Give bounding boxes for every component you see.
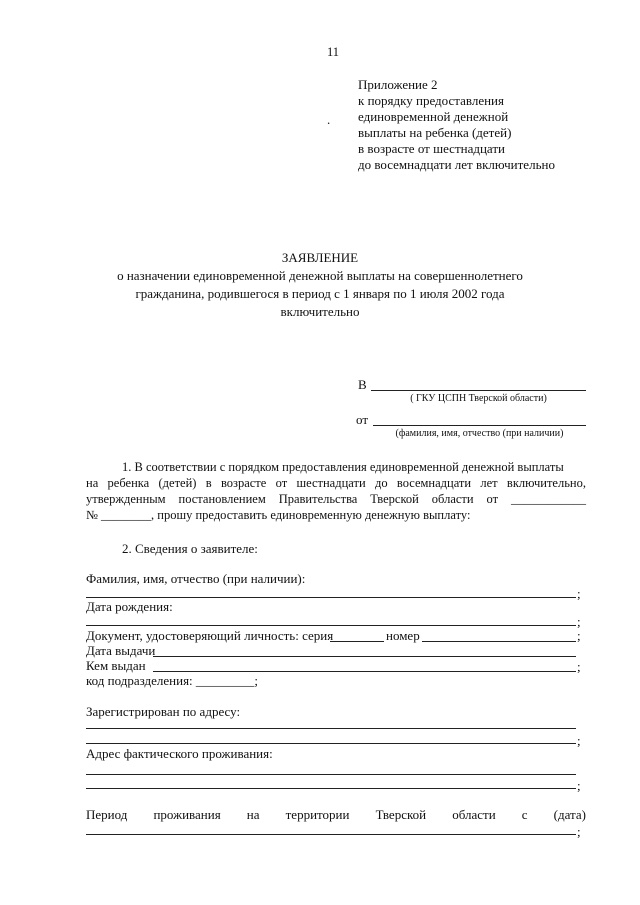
to-field-line[interactable]: [371, 390, 586, 391]
registered-field-line-1[interactable]: [86, 728, 576, 729]
word: области: [452, 807, 496, 822]
title-heading: ЗАЯВЛЕНИЕ: [281, 250, 359, 265]
from-field-line[interactable]: [373, 425, 586, 426]
word: Тверской: [370, 492, 419, 506]
semicolon: ;: [577, 586, 581, 601]
title-line: о назначении единовременной денежной выплаты на совершеннолетнего: [117, 268, 523, 283]
word: от: [275, 476, 288, 490]
paragraph1-line3: [86, 491, 586, 507]
actual-address-label: Адрес фактического проживания:: [86, 746, 273, 761]
doc-label: Документ, удостоверяющий личность: серия: [86, 628, 334, 643]
residence-period-line: [86, 807, 586, 823]
word: шестнадцати: [296, 476, 366, 490]
to-caption: ( ГКУ ЦСПН Тверской области): [410, 393, 547, 404]
stray-dot: .: [327, 112, 331, 127]
word: до: [374, 476, 388, 490]
appendix-line: в возрасте от шестнадцати: [358, 141, 505, 156]
issued-by-line[interactable]: [153, 671, 576, 672]
title-line: включительно: [280, 304, 360, 319]
word: проживания: [153, 807, 221, 822]
appendix-line: до восемнадцати лет включительно: [358, 157, 555, 172]
actual-address-line-2[interactable]: [86, 788, 576, 789]
paragraph1-line4: № ________, прошу предоставить единовременную денежную выплату:: [86, 508, 471, 522]
semicolon: ;: [577, 659, 581, 674]
word: ребенка: [107, 476, 150, 490]
birth-label: Дата рождения:: [86, 599, 173, 614]
appendix-line: выплаты на ребенка (детей): [358, 125, 512, 140]
fio-field-line[interactable]: [86, 597, 576, 598]
word: Правительства: [278, 492, 358, 506]
subdivision-code: код подразделения: _________;: [86, 673, 259, 688]
decree-date-blank[interactable]: ____________: [510, 492, 586, 506]
issue-date-line[interactable]: [153, 656, 576, 657]
from-prefix: от: [356, 412, 369, 427]
word: лет: [480, 476, 498, 490]
word: Тверской: [375, 807, 427, 822]
paragraph1-line2: [86, 475, 586, 491]
paragraph1-line1: 1. В соответствии с порядком предоставления единовременной денежной выплаты: [122, 460, 564, 474]
semicolon: ;: [577, 778, 581, 793]
appendix-line: единовременной денежной: [358, 109, 509, 124]
word: в: [205, 476, 212, 490]
doc-number-line[interactable]: [422, 641, 576, 642]
appendix-line: Приложение 2: [358, 77, 438, 92]
registered-field-line-2[interactable]: [86, 743, 576, 744]
word: Период: [86, 807, 128, 822]
semicolon: ;: [577, 824, 581, 839]
semicolon: ;: [577, 628, 581, 643]
word: (дата): [553, 807, 586, 822]
issued-by-label: Кем выдан: [86, 658, 146, 673]
doc-number-label: номер: [386, 628, 420, 643]
word: утвержденным: [86, 492, 166, 506]
birth-field-line[interactable]: [86, 625, 576, 626]
word: на: [86, 476, 99, 490]
semicolon: ;: [577, 733, 581, 748]
doc-series-line[interactable]: [330, 641, 384, 642]
registered-label: Зарегистрирован по адресу:: [86, 704, 241, 719]
word: (детей): [158, 476, 197, 490]
issue-date-label: Дата выдачи: [86, 643, 156, 658]
word: территории: [285, 807, 350, 822]
word: постановлением: [178, 492, 266, 506]
word: возрасте: [220, 476, 267, 490]
residence-period-field-line[interactable]: [86, 834, 576, 835]
word: включительно,: [506, 476, 586, 490]
statement-title: [60, 250, 580, 320]
from-caption: (фамилия, имя, отчество (при наличии): [395, 428, 564, 439]
appendix-line: к порядку предоставления: [358, 93, 504, 108]
actual-address-line-1[interactable]: [86, 774, 576, 775]
appendix-block: [358, 77, 555, 173]
fio-label: Фамилия, имя, отчество (при наличии):: [86, 571, 306, 586]
to-prefix: В: [358, 377, 367, 392]
title-line: гражданина, родившегося в период с 1 января по 1 июля 2002 года: [135, 286, 505, 301]
word: на: [246, 807, 260, 822]
word: от: [486, 492, 499, 506]
word: восемнадцати: [396, 476, 472, 490]
page-number: 11: [327, 45, 340, 59]
semicolon: ;: [577, 614, 581, 629]
section2-heading: 2. Сведения о заявителе:: [122, 541, 258, 556]
word: области: [431, 492, 474, 506]
word: с: [521, 807, 528, 822]
